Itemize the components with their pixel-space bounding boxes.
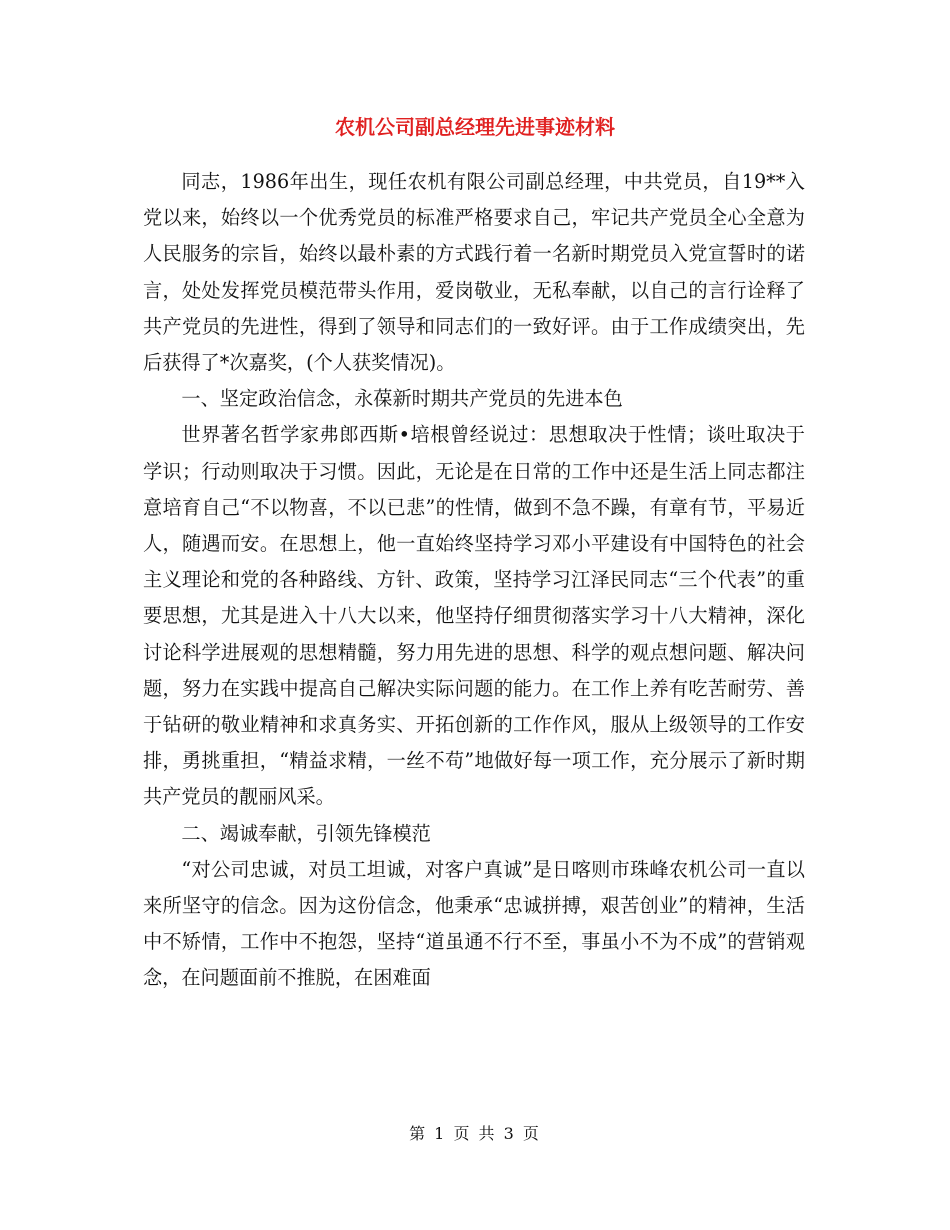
section-2-paragraph: “对公司忠诚，对员工坦诚，对客户真诚”是日喀则市珠峰农机公司一直以来所坚守的信念。因为这份信念，他秉承“忠诚拼搏，艰苦创业”的精神，生活中不矫情，工作中不抱怨，坚持“道虽通不行不至，事虽小不为不成”的营销观念，在问题面前不推脱，在困难面 [143, 857, 805, 990]
document-body [143, 164, 805, 997]
section-heading-1: 一、坚定政治信念，永葆新时期共产党员的先进本色 [181, 387, 623, 411]
document-title: 农机公司副总经理先进事迹材料 [335, 115, 615, 139]
section-1-paragraph: 世界著名哲学家弗郎西斯•培根曾经说过：思想取决于性情；谈吐取决于学识；行动则取决于习惯。因此，无论是在日常的工作中还是生活上同志都注意培育自己“不以物喜，不以已悲”的性情，做到不急不躁，有章有节，平易近人，随遇而安。在思想上，他一直始终坚持学习邓小平建设有中国特色的社会主义理论和党的各种路线、方针、政策，坚持学习江泽民同志“三个代表”的重要思想，尤其是进入十八大以来，他坚持仔细贯彻落实学习十八大精神，深化讨论科学进展观的思想精髓，努力用先进的思想、科学的观点想问题、解决问题，努力在实践中提高自己解决实际问题的能力。在工作上养有吃苦耐劳、善于钻研的敬业精神和求真务实、开拓创新的工作作风，服从上级领导的工作安排，勇挑重担，“精益求精，一丝不苟”地做好每一项工作，充分展示了新时期共产党员的靓丽风采。 [143, 423, 805, 809]
page-number: 第 1 页 共 3 页 [409, 1124, 541, 1143]
page-footer [0, 1123, 950, 1145]
intro-paragraph: 同志，1986年出生，现任农机有限公司副总经理，中共党员，自19**入党以来，始终以一个优秀党员的标准严格要求自己，牢记共产党员全心全意为人民服务的宗旨，始终以最朴素的方式践行着一名新时期党员入党宣誓时的诺言，处处发挥党员模范带头作用，爱岗敬业，无私奉献，以自己的言行诠释了共产党员的先进性，得到了领导和同志们的一致好评。由于工作成绩突出，先后获得了*次嘉奖，(个人获奖情况)。 [143, 170, 805, 375]
section-heading-2: 二、竭诚奉献，引领先锋模范 [181, 821, 431, 845]
